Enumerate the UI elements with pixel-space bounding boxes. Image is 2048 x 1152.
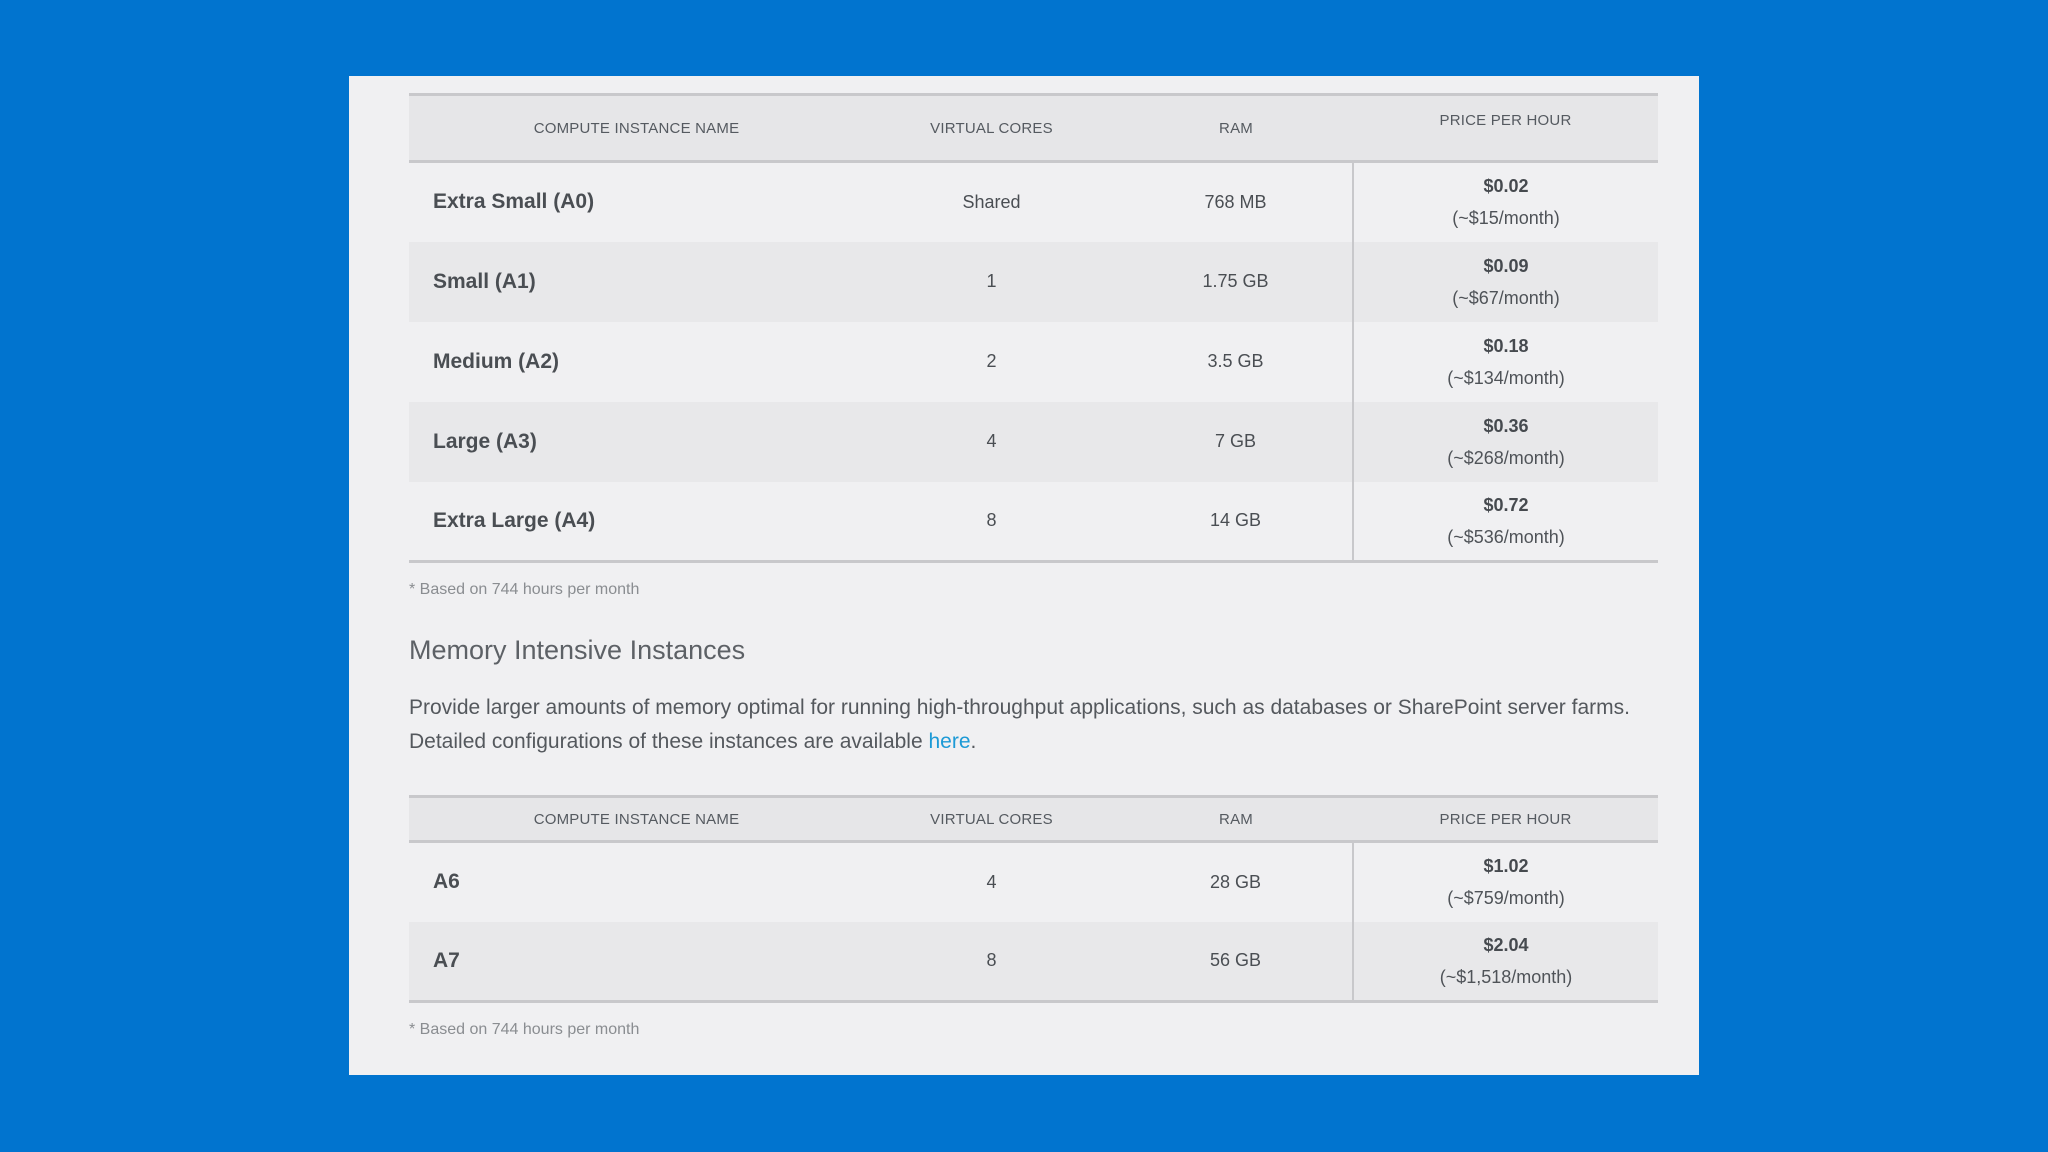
instance-name: Large (A3)	[433, 429, 537, 453]
instance-name: A7	[409, 922, 864, 1002]
price-cell	[1353, 842, 1658, 922]
ram-value: 14 GB	[1119, 482, 1353, 562]
column-header-ram: RAM	[1119, 797, 1353, 842]
price-cell	[1353, 402, 1658, 482]
hourly-price: $0.18	[1483, 335, 1529, 356]
table-row	[409, 242, 1658, 322]
virtual-cores: 2	[986, 351, 997, 371]
monthly-price: (~$1,518/month)	[1439, 966, 1573, 987]
virtual-cores: 4	[986, 431, 997, 451]
column-header-price: PRICE PER HOUR	[1353, 95, 1658, 162]
price-cell	[1353, 322, 1658, 402]
instance-name: Extra Small (A0)	[433, 190, 595, 214]
instance-name: Small (A1)	[433, 269, 536, 293]
price-cell	[1353, 922, 1658, 1002]
hourly-price: $0.09	[1483, 255, 1529, 276]
description-text: Provide larger amounts of memory optimal for running high-throughput applications, such as databases or SharePoint server farms. Detailed configurations of these instances are available	[409, 696, 1630, 753]
ram-value: 3.5 GB	[1207, 351, 1264, 371]
footnote: * Based on 744 hours per month	[409, 581, 640, 598]
pricing-content	[409, 93, 1658, 1039]
table-header-row	[409, 95, 1658, 162]
table-header-row	[409, 797, 1658, 842]
price-cell	[1353, 162, 1658, 242]
ram-value: 56 GB	[1119, 922, 1353, 1002]
column-header-name: COMPUTE INSTANCE NAME	[409, 95, 864, 162]
ram-value: 768 MB	[1204, 191, 1267, 212]
monthly-price: (~$134/month)	[1447, 367, 1565, 388]
general-purpose-pricing-table	[409, 93, 1658, 563]
monthly-price: (~$268/month)	[1447, 447, 1565, 468]
hourly-price: $0.36	[1483, 415, 1529, 436]
memory-intensive-pricing-table	[409, 795, 1658, 1003]
monthly-price: (~$536/month)	[1447, 526, 1565, 547]
column-header-cores: VIRTUAL CORES	[864, 797, 1119, 842]
here-link[interactable]: here	[928, 730, 971, 753]
description-end: .	[970, 730, 977, 753]
monthly-price: (~$15/month)	[1452, 208, 1560, 229]
instance-name: Medium (A2)	[433, 349, 559, 373]
column-header-cores: VIRTUAL CORES	[864, 95, 1119, 162]
instance-name: A6	[433, 870, 460, 894]
column-header-name: COMPUTE INSTANCE NAME	[409, 797, 864, 842]
price-cell	[1353, 242, 1658, 322]
ram-value: 7 GB	[1214, 431, 1257, 451]
hourly-price: $1.02	[1483, 856, 1529, 877]
virtual-cores: 8	[864, 922, 1119, 1002]
ram-value: 1.75 GB	[1202, 271, 1269, 291]
price-cell	[1353, 482, 1658, 562]
table-row	[409, 162, 1658, 242]
column-header-price: PRICE PER HOUR	[1353, 797, 1658, 842]
hourly-price: $2.04	[1483, 934, 1529, 955]
table-row	[409, 482, 1658, 562]
virtual-cores: 1	[986, 271, 997, 291]
footnote: * Based on 744 hours per month	[409, 1021, 640, 1038]
hourly-price: $0.02	[1483, 176, 1529, 197]
hourly-price: $0.72	[1483, 494, 1529, 515]
virtual-cores: 4	[986, 871, 997, 892]
virtual-cores: Shared	[962, 191, 1021, 212]
table-row	[409, 842, 1658, 922]
column-header-ram: RAM	[1119, 95, 1353, 162]
table-row	[409, 402, 1658, 482]
section-title: Memory Intensive Instances	[409, 635, 746, 665]
section-description	[409, 691, 1658, 759]
table-row	[409, 922, 1658, 1002]
virtual-cores: 8	[864, 482, 1119, 562]
instance-name: Extra Large (A4)	[409, 482, 864, 562]
pricing-panel	[349, 76, 1699, 1075]
ram-value: 28 GB	[1209, 871, 1262, 892]
monthly-price: (~$759/month)	[1447, 888, 1565, 909]
table-row	[409, 322, 1658, 402]
monthly-price: (~$67/month)	[1452, 287, 1560, 308]
